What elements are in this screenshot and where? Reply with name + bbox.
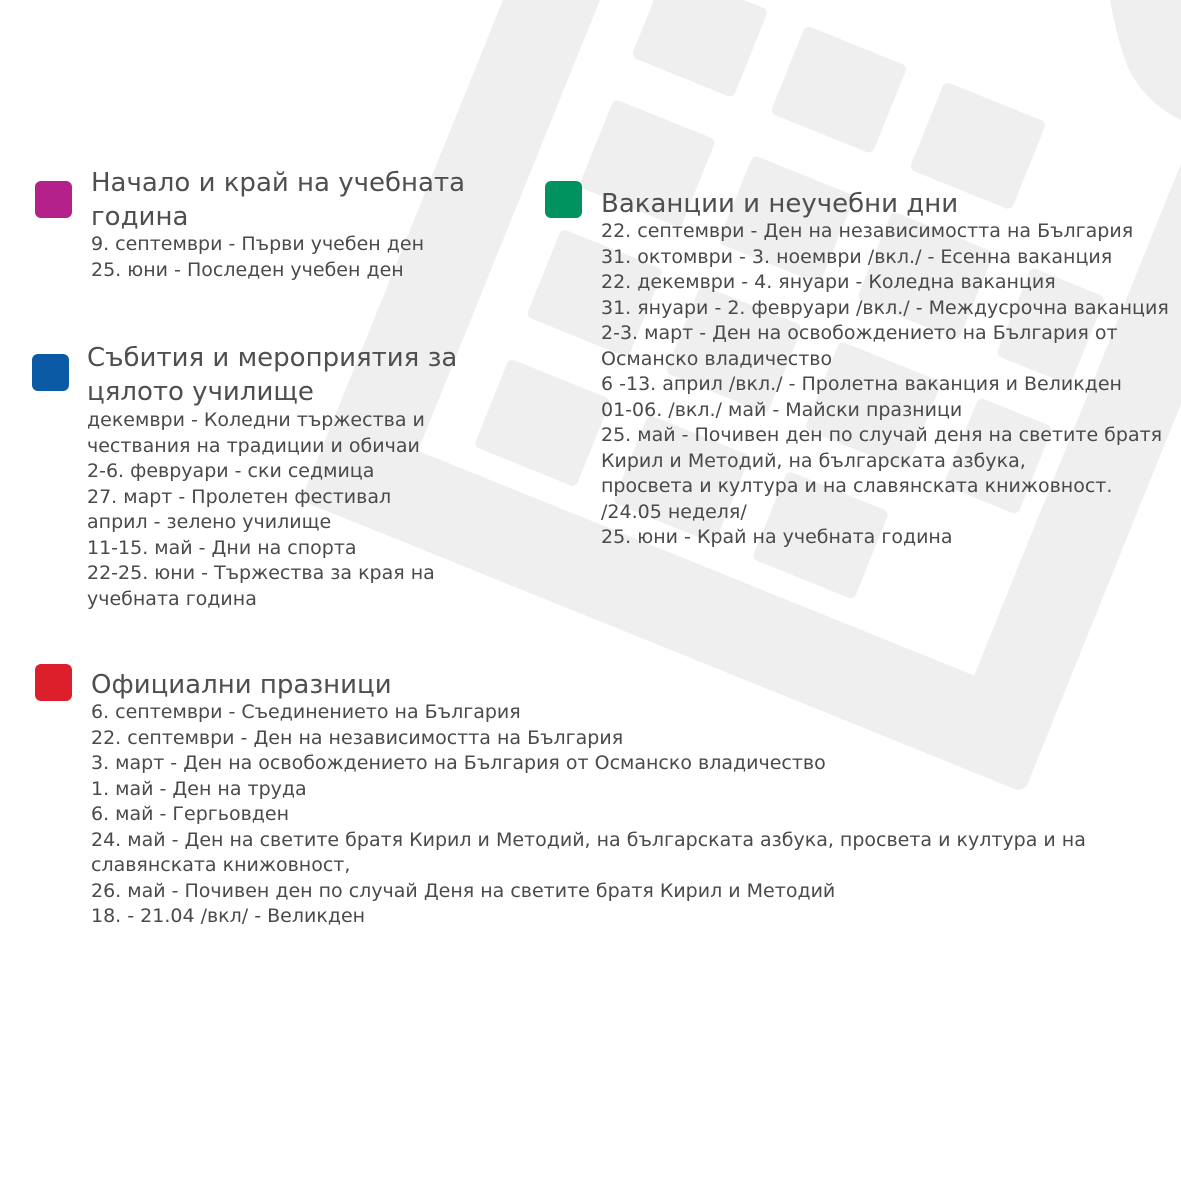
list-item: чествания на традиции и обичаи [87, 434, 420, 457]
list-item: 26. май - Почивен ден по случай Деня на светите братя Кирил и Методий [91, 879, 836, 902]
official-list [91, 700, 1151, 930]
list-item: 27. март - Пролетен фестивал [87, 485, 392, 508]
events-marker [32, 354, 69, 391]
official-marker [35, 664, 72, 701]
list-item: декември - Коледни тържества и [87, 409, 425, 431]
list-item: 2-3. март - Ден на освобождението на България от [601, 322, 1118, 344]
list-item: учебната година [87, 587, 257, 610]
list-item: 25. май - Почивен ден по случай деня на светите братя [601, 424, 1163, 446]
list-item: 31. януари - 2. февруари /вкл./ - Междусрочна ваканция [601, 296, 1169, 319]
list-item: 6. май - Гергьовден [91, 803, 290, 825]
list-item: 11-15. май - Дни на спорта [87, 536, 357, 559]
school-year-marker [35, 181, 72, 218]
list-item: /24.05 неделя/ [601, 500, 747, 523]
list-item: 22. септември - Ден на независимостта на България [91, 726, 624, 749]
school-year-title-line2: година [91, 202, 189, 232]
events-title [87, 341, 507, 409]
list-item: 31. октомври - 3. ноември /вкл./ - Есенна ваканция [601, 245, 1113, 268]
list-item: 25. юни - Край на учебната година [601, 526, 953, 548]
list-item: Кирил и Методий, на българската азбука, [601, 449, 1026, 472]
events-title-line2: цялото училище [87, 377, 314, 407]
list-item: Османско владичество [601, 347, 833, 370]
events-list [87, 408, 507, 612]
list-item: 25. юни - Последен учебен ден [91, 258, 404, 281]
school-year-title [91, 166, 511, 234]
holidays-list [601, 219, 1179, 551]
list-item: просвета и култура и на славянската книжовност. [601, 475, 1113, 497]
list-item: 6 -13. април /вкл./ - Пролетна ваканция и Великден [601, 373, 1122, 395]
list-item: април - зелено училище [87, 511, 332, 533]
list-item: славянската книжовност, [91, 854, 351, 876]
list-item: 22. септември - Ден на независимостта на България [601, 220, 1134, 242]
list-item: 2-6. февруари - ски седмица [87, 460, 375, 482]
list-item: 18. - 21.04 /вкл/ - Великден [91, 905, 366, 927]
list-item: 24. май - Ден на светите братя Кирил и Методий, на българската азбука, просвета и култура и на [91, 828, 1086, 851]
official-title: Официални празници [91, 670, 392, 700]
list-item: 01-06. /вкл./ май - Майски празници [601, 398, 963, 421]
list-item: 1. май - Ден на труда [91, 777, 307, 800]
school-year-title-line1: Начало и край на учебната [91, 168, 466, 198]
list-item: 22. декември - 4. януари - Коледна ваканция [601, 271, 1056, 293]
school-year-list [91, 232, 511, 283]
list-item: 6. септември - Съединението на България [91, 701, 521, 723]
holidays-title: Ваканции и неучебни дни [601, 189, 959, 219]
holidays-marker [545, 181, 582, 218]
list-item: 3. март - Ден на освобождението на България от Османско владичество [91, 752, 826, 774]
list-item: 9. септември - Първи учебен ден [91, 233, 424, 255]
events-title-line1: Събития и мероприятия за [87, 343, 458, 373]
list-item: 22-25. юни - Тържества за края на [87, 562, 435, 584]
